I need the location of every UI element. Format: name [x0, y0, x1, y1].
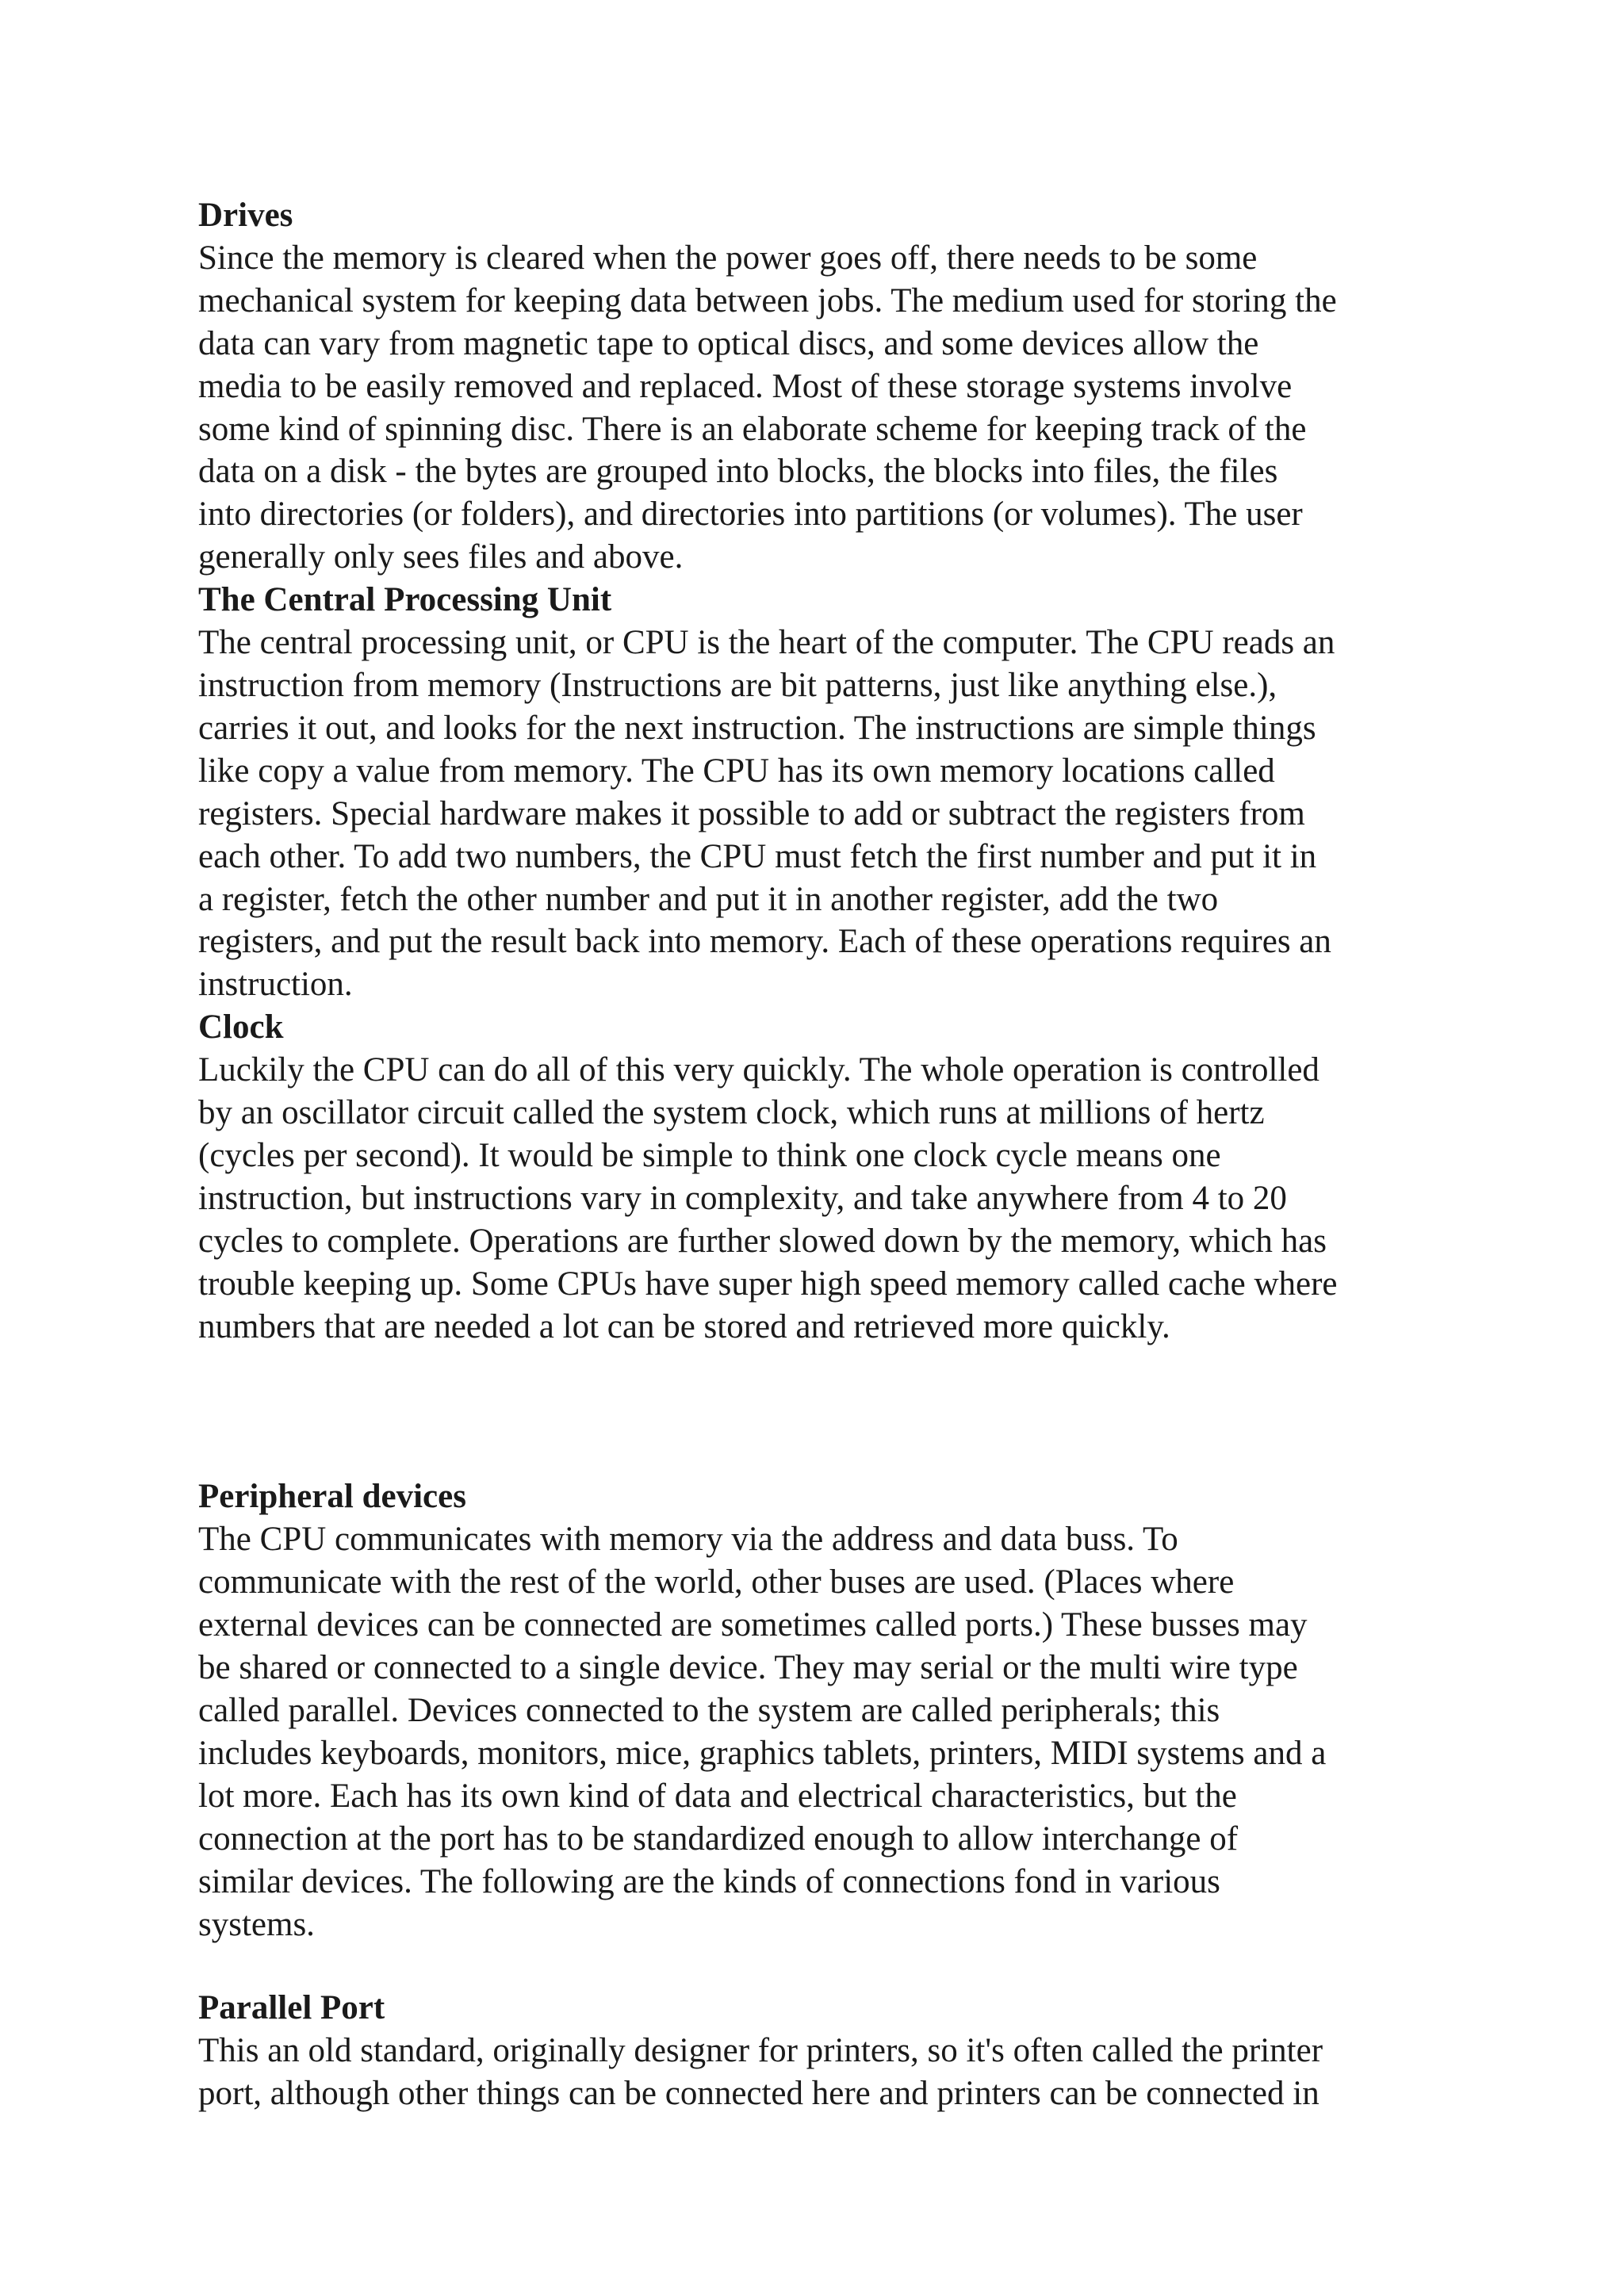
- section-heading: Peripheral devices: [198, 1478, 466, 1516]
- section-clock: [198, 1006, 1443, 1348]
- paragraph-line: some kind of spinning disc. There is an elaborate scheme for keeping track of the: [198, 410, 1307, 448]
- paragraph-line: This an old standard, originally designer for printers, so it's often called the printer: [198, 2032, 1323, 2070]
- paragraph-line: communicate with the rest of the world, other buses are used. (Places where: [198, 1563, 1235, 1601]
- spacer: [198, 1946, 1443, 1987]
- paragraph-line: generally only sees files and above.: [198, 538, 684, 576]
- paragraph-line: media to be easily removed and replaced. Most of these storage systems involve: [198, 367, 1293, 405]
- paragraph-line: data on a disk - the bytes are grouped into blocks, the blocks into files, the files: [198, 453, 1278, 491]
- paragraph-line: carries it out, and looks for the next instruction. The instructions are simple things: [198, 709, 1316, 747]
- paragraph-line: port, although other things can be connected here and printers can be connected in: [198, 2075, 1320, 2113]
- paragraph-line: registers, and put the result back into memory. Each of these operations requires an: [198, 923, 1331, 961]
- paragraph-line: cycles to complete. Operations are further slowed down by the memory, which has: [198, 1222, 1327, 1260]
- paragraph-line: by an oscillator circuit called the system clock, which runs at millions of hertz: [198, 1094, 1265, 1132]
- paragraph-line: lot more. Each has its own kind of data and electrical characteristics, but the: [198, 1777, 1237, 1815]
- paragraph-line: instruction from memory (Instructions are bit patterns, just like anything else.),: [198, 666, 1277, 704]
- paragraph-line: external devices can be connected are sometimes called ports.) These busses may: [198, 1606, 1308, 1644]
- paragraph-line: each other. To add two numbers, the CPU must fetch the first number and put it in: [198, 837, 1317, 875]
- paragraph-line: The central processing unit, or CPU is the heart of the computer. The CPU reads an: [198, 624, 1335, 662]
- section-cpu: [198, 579, 1443, 1006]
- section-heading: The Central Processing Unit: [198, 581, 612, 619]
- paragraph-line: The CPU communicates with memory via the address and data buss. To: [198, 1521, 1178, 1559]
- paragraph-line: called parallel. Devices connected to the system are called peripherals; this: [198, 1692, 1220, 1729]
- paragraph-line: mechanical system for keeping data between jobs. The medium used for storing the: [198, 281, 1337, 320]
- paragraph-line: includes keyboards, monitors, mice, graphics tablets, printers, MIDI systems and a: [198, 1734, 1327, 1772]
- paragraph-line: be shared or connected to a single device. They may serial or the multi wire type: [198, 1649, 1298, 1687]
- paragraph-line: into directories (or folders), and directories into partitions (or volumes). The user: [198, 496, 1303, 534]
- section-heading: Clock: [198, 1008, 284, 1047]
- section-drives: [198, 194, 1443, 579]
- section-peripheral-devices: [198, 1475, 1443, 1946]
- section-heading: Drives: [198, 197, 293, 234]
- paragraph-line: data can vary from magnetic tape to optical discs, and some devices allow the: [198, 324, 1259, 362]
- paragraph-line: (cycles per second). It would be simple to think one clock cycle means one: [198, 1136, 1221, 1174]
- paragraph-line: trouble keeping up. Some CPUs have super high speed memory called cache where: [198, 1265, 1338, 1303]
- paragraph-line: systems.: [198, 1905, 315, 1943]
- document-page: [198, 194, 1443, 2115]
- section-heading: Parallel Port: [198, 1989, 385, 2027]
- section-parallel-port: [198, 1987, 1443, 2115]
- paragraph-line: similar devices. The following are the kinds of connections fond in various: [198, 1862, 1220, 1900]
- paragraph-line: Luckily the CPU can do all of this very quickly. The whole operation is controlled: [198, 1051, 1320, 1089]
- paragraph-line: a register, fetch the other number and put it in another register, add the two: [198, 880, 1219, 918]
- paragraph-line: Since the memory is cleared when the power goes off, there needs to be some: [198, 239, 1258, 277]
- paragraph-line: like copy a value from memory. The CPU has its own memory locations called: [198, 752, 1275, 790]
- paragraph-line: instruction.: [198, 966, 353, 1004]
- paragraph-line: connection at the port has to be standardized enough to allow interchange of: [198, 1820, 1239, 1858]
- paragraph-line: instruction, but instructions vary in complexity, and take anywhere from 4 to 20: [198, 1179, 1287, 1217]
- paragraph-line: numbers that are needed a lot can be stored and retrieved more quickly.: [198, 1307, 1170, 1345]
- paragraph-line: registers. Special hardware makes it possible to add or subtract the registers from: [198, 794, 1305, 832]
- spacer: [198, 1348, 1443, 1475]
